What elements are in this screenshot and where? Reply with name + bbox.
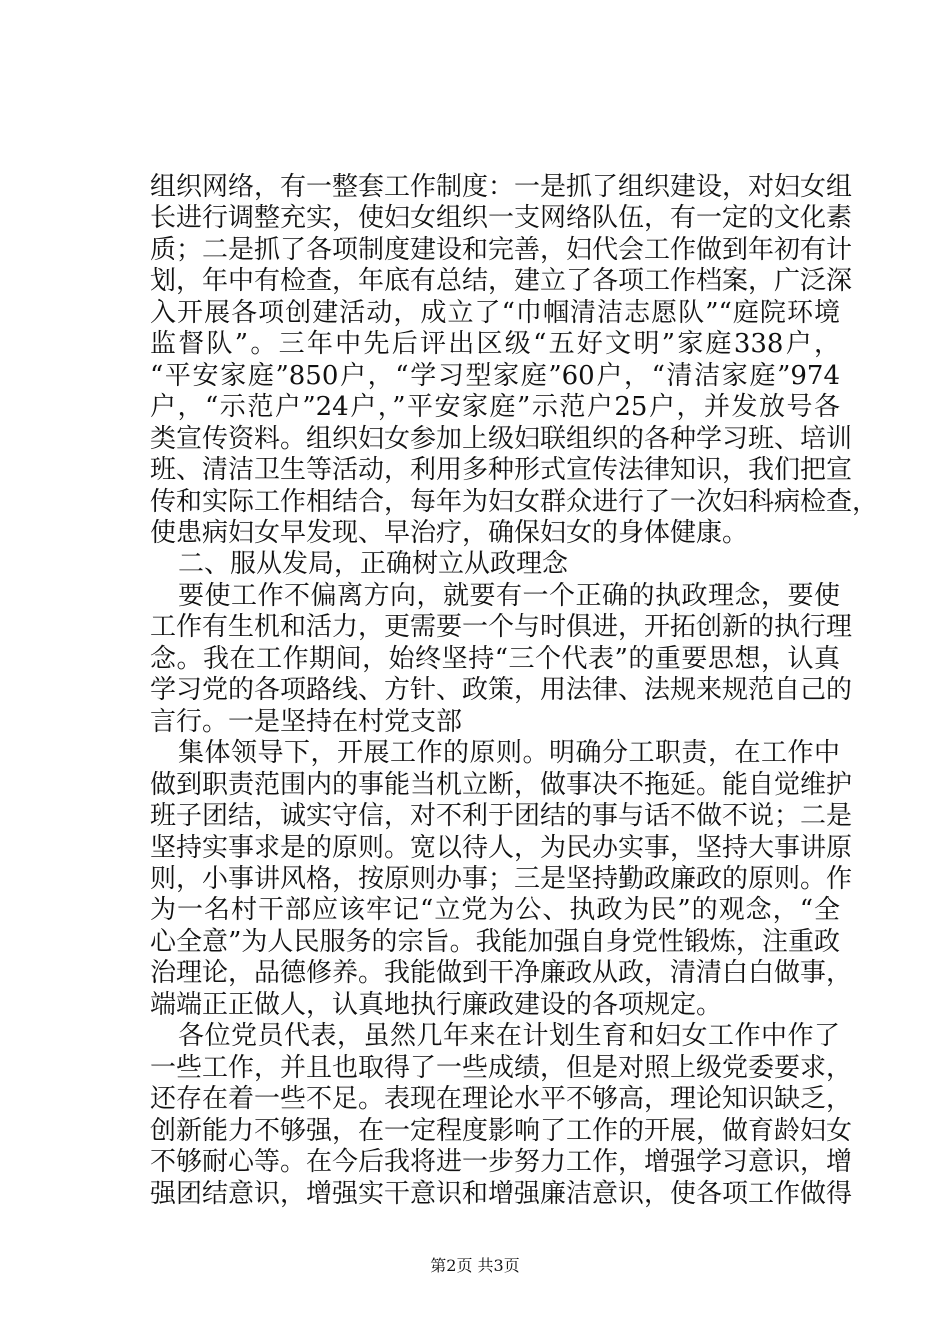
body-text-line: 入开展各项创建活动，成立了“巾帼清洁志愿队”“庭院环境 [150,298,840,328]
body-text-line: 类宣传资料。组织妇女参加上级妇联组织的各种学习班、培训 [150,424,853,454]
body-text-line: 监督队”。三年中先后评出区级“五好文明”家庭338户， [150,329,840,359]
body-text-line: 创新能力不够强，在一定程度影响了工作的开展，做育龄妇女 [150,1116,853,1146]
body-text-line: 使患病妇女早发现、早治疗，确保妇女的身体健康。 [150,518,749,548]
page-footer: 第2页 共3页 [430,1256,520,1275]
body-text-line: 不够耐心等。在今后我将进一步努力工作，增强学习意识，增 [150,1147,853,1177]
body-text-line: 端端正正做人，认真地执行廉政建设的各项规定。 [150,990,723,1020]
body-text-line: 户，“示范户”24户，”平安家庭”示范户25户，并发放号各 [150,392,840,422]
body-text-line: 质；二是抓了各项制度建设和完善，妇代会工作做到年初有计 [150,235,853,265]
body-text-line: 各位党员代表，虽然几年来在计划生育和妇女工作中作了 [178,1021,840,1051]
body-text-line: 要使工作不偏离方向，就要有一个正确的执政理念，要使 [178,581,840,611]
section-heading: 二、服从发局，正确树立从政理念 [178,549,569,579]
body-text-line: 组织网络，有一整套工作制度：一是抓了组织建设，对妇女组 [150,172,853,202]
body-text-line: “平安家庭”850户，“学习型家庭”60户，“清洁家庭”974 [150,361,840,391]
body-text-line: 言行。一是坚持在村党支部 [150,707,463,737]
body-text-line: 强团结意识，增强实干意识和增强廉洁意识，使各项工作做得 [150,1179,853,1209]
body-text-line: 划，年中有检查，年底有总结，建立了各项工作档案，广泛深 [150,266,853,296]
body-text-line: 坚持实事求是的原则。宽以待人，为民办实事，坚持大事讲原 [150,833,853,863]
body-text-line: 传和实际工作相结合，每年为妇女群众进行了一次妇科病检查， [150,487,879,517]
body-text-line: 学习党的各项路线、方针、政策，用法律、法规来规范自己的 [150,675,853,705]
body-text-line: 一些工作，并且也取得了一些成绩，但是对照上级党委要求， [150,1053,853,1083]
body-text-line: 治理论，品德修养。我能做到干净廉政从政，清清白白做事， [150,958,853,988]
body-text-line: 班子团结，诚实守信，对不利于团结的事与话不做不说；二是 [150,801,853,831]
body-text-line: 为一名村干部应该牢记“立党为公、执政为民”的观念，“全 [150,895,840,925]
body-text-line: 则，小事讲风格，按原则办事；三是坚持勤政廉政的原则。作 [150,864,853,894]
body-text-line: 念。我在工作期间，始终坚持“三个代表”的重要思想，认真 [150,644,840,674]
body-text-line: 集体领导下，开展工作的原则。明确分工职责，在工作中 [178,738,840,768]
body-text-line: 工作有生机和活力，更需要一个与时俱进，开拓创新的执行理 [150,612,853,642]
body-text-line: 心全意”为人民服务的宗旨。我能加强自身党性锻炼，注重政 [150,927,840,957]
body-text-line: 还存在着一些不足。表现在理论水平不够高，理论知识缺乏， [150,1084,853,1114]
body-text-line: 长进行调整充实，使妇女组织一支网络队伍，有一定的文化素 [150,203,853,233]
body-text-line: 做到职责范围内的事能当机立断，做事决不拖延。能自觉维护 [150,770,853,800]
body-text-line: 班、清洁卫生等活动，利用多种形式宣传法律知识，我们把宣 [150,455,853,485]
